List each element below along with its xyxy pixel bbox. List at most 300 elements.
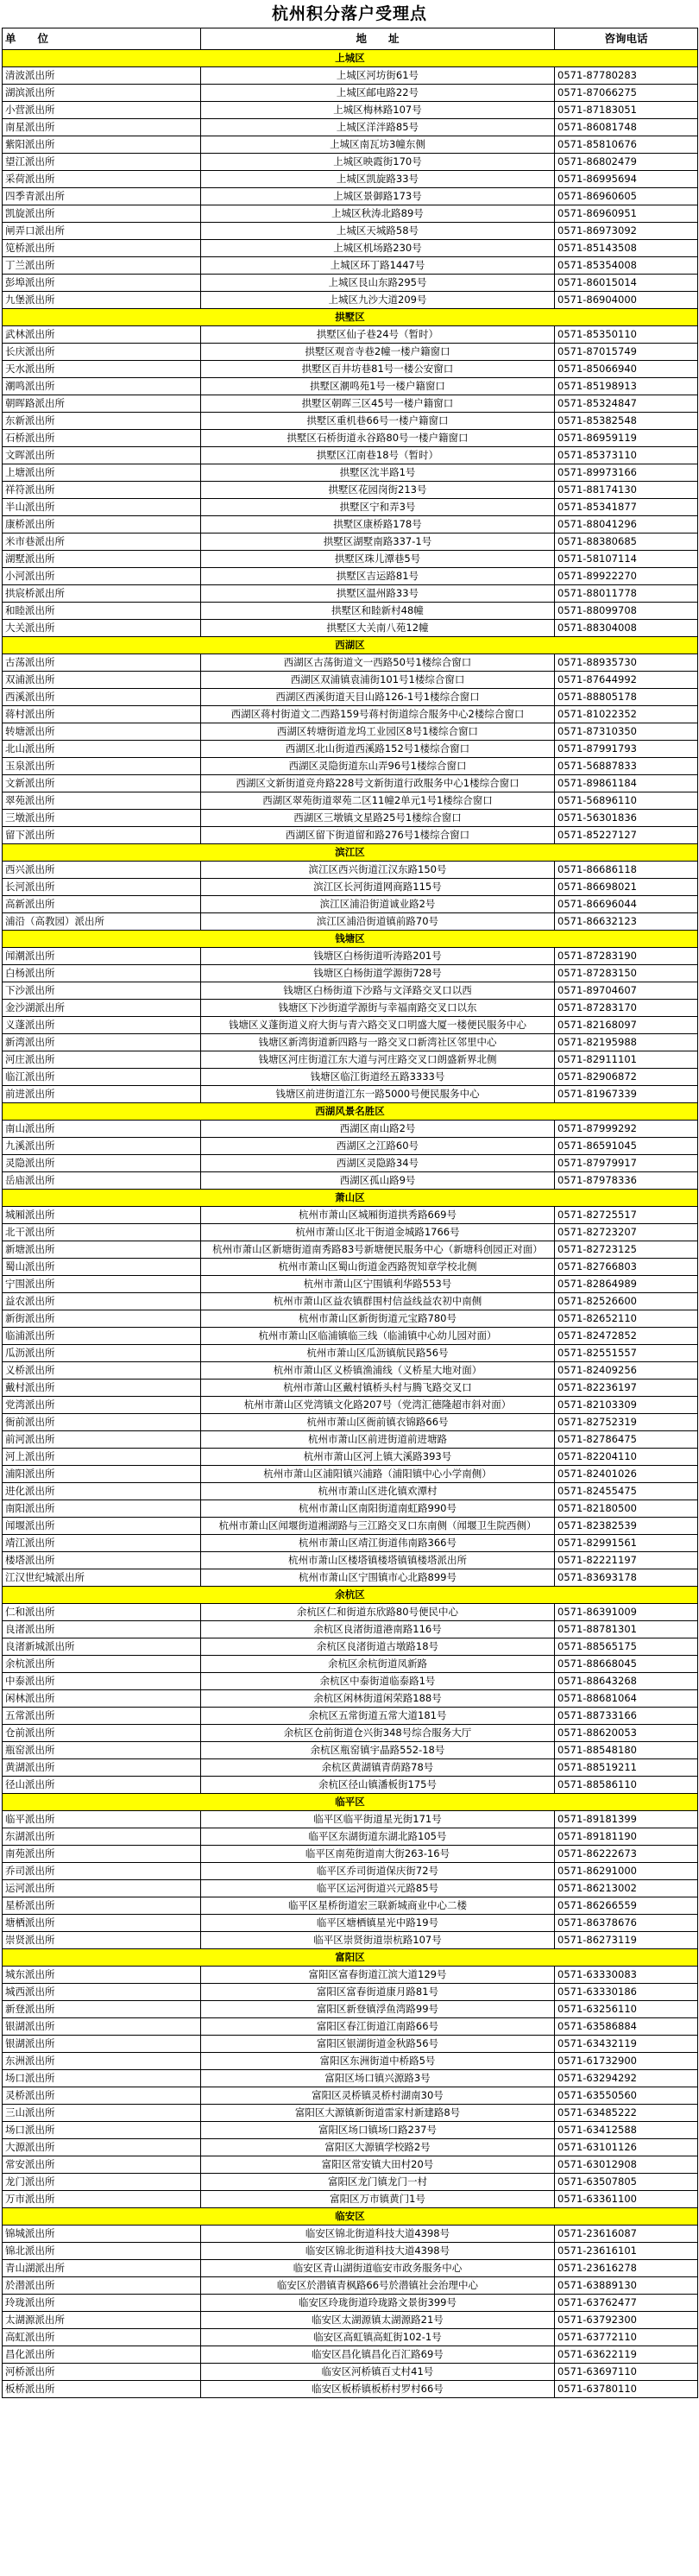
table-row <box>3 1345 698 1362</box>
station-address: 富阳区东洲街道中桥路5号 <box>201 2053 555 2070</box>
station-name: 新登派出所 <box>3 2001 201 2018</box>
station-address: 余杭区仓前街道仓兴街348号综合服务大厅 <box>201 1725 555 1742</box>
station-address: 上城区河坊街61号 <box>201 67 555 85</box>
station-address: 杭州市萧山区蜀山街道金西路贺知章学校北侧 <box>201 1259 555 1276</box>
table-row <box>3 2364 698 2381</box>
table-row <box>3 1259 698 1276</box>
station-address: 临安区高虹镇高虹街102-1号 <box>201 2329 555 2346</box>
station-phone: 0571-86686118 <box>555 862 698 879</box>
table-row <box>3 2036 698 2053</box>
table-row <box>3 620 698 637</box>
station-name: 戴村派出所 <box>3 1380 201 1397</box>
station-name: 良渚派出所 <box>3 1621 201 1638</box>
station-address: 钱塘区白杨街道学源街728号 <box>201 965 555 982</box>
station-phone: 0571-82221197 <box>555 1552 698 1569</box>
station-address: 拱墅区朝晖三区45号一楼户籍窗口 <box>201 395 555 413</box>
station-name: 锦北派出所 <box>3 2243 201 2260</box>
station-address: 拱墅区仙子巷24号（暂时） <box>201 326 555 344</box>
table-row <box>3 499 698 516</box>
station-name: 新湾派出所 <box>3 1034 201 1051</box>
station-address: 上城区映霞街170号 <box>201 154 555 171</box>
station-name: 石桥派出所 <box>3 430 201 447</box>
table-row <box>3 1172 698 1190</box>
district-name: 余杭区 <box>3 1587 698 1604</box>
station-phone: 0571-85382548 <box>555 413 698 430</box>
station-name: 运河派出所 <box>3 1880 201 1897</box>
header-address: 地 址 <box>201 28 555 50</box>
table-row <box>3 1362 698 1380</box>
station-phone: 0571-82195988 <box>555 1034 698 1051</box>
station-address: 临安区河桥镇百丈村41号 <box>201 2364 555 2381</box>
station-phone: 0571-89181190 <box>555 1828 698 1846</box>
station-name: 五常派出所 <box>3 1708 201 1725</box>
station-phone: 0571-82906872 <box>555 1069 698 1086</box>
station-phone: 0571-88565175 <box>555 1638 698 1656</box>
station-address: 临安区青山湖街道临安市政务服务中心 <box>201 2260 555 2277</box>
table-row <box>3 1310 698 1328</box>
station-name: 南山派出所 <box>3 1121 201 1138</box>
station-phone: 0571-85341877 <box>555 499 698 516</box>
district-row <box>3 1949 698 1967</box>
table-row <box>3 2122 698 2139</box>
table-body <box>3 50 698 2398</box>
table-row <box>3 1638 698 1656</box>
table-row <box>3 1138 698 1155</box>
station-address: 西湖区孤山路9号 <box>201 1172 555 1190</box>
table-row <box>3 516 698 534</box>
station-phone: 0571-23616087 <box>555 2226 698 2243</box>
station-name: 余杭派出所 <box>3 1656 201 1673</box>
station-phone: 0571-89861184 <box>555 775 698 792</box>
station-phone: 0571-86291000 <box>555 1863 698 1880</box>
station-name: 良渚新城派出所 <box>3 1638 201 1656</box>
table-row <box>3 2191 698 2208</box>
table-row <box>3 2346 698 2364</box>
station-address: 滨江区西兴街道江汉东路150号 <box>201 862 555 879</box>
station-address: 余杭区余杭街道凤新路 <box>201 1656 555 1673</box>
station-name: 凯旋派出所 <box>3 205 201 223</box>
station-phone: 0571-83693178 <box>555 1569 698 1587</box>
station-name: 清波派出所 <box>3 67 201 85</box>
station-address: 杭州市萧山区党湾镇文化路207号（党湾汇德隆超市斜对面） <box>201 1397 555 1414</box>
station-address: 杭州市萧山区南阳街道南虹路990号 <box>201 1500 555 1518</box>
station-address: 富阳区万市镇黄门1号 <box>201 2191 555 2208</box>
station-phone: 0571-85227127 <box>555 827 698 844</box>
station-name: 潮鸣派出所 <box>3 378 201 395</box>
station-address: 钱塘区前进街道江东一路5000号便民服务中心 <box>201 1086 555 1103</box>
station-name: 高虹派出所 <box>3 2329 201 2346</box>
station-name: 上塘派出所 <box>3 464 201 482</box>
station-name: 义桥派出所 <box>3 1362 201 1380</box>
station-address: 拱墅区温州路33号 <box>201 585 555 603</box>
station-name: 北山派出所 <box>3 741 201 758</box>
station-phone: 0571-82752319 <box>555 1414 698 1431</box>
station-phone: 0571-87978336 <box>555 1172 698 1190</box>
station-address: 杭州市萧山区戴村镇桥头村与腾飞路交叉口 <box>201 1380 555 1397</box>
station-name: 临江派出所 <box>3 1069 201 1086</box>
station-name: 九堡派出所 <box>3 292 201 309</box>
station-address: 西湖区灵隐街道东山弄96号1楼综合窗口 <box>201 758 555 775</box>
table-row <box>3 223 698 240</box>
station-address: 拱墅区观音寺巷2幢一楼户籍窗口 <box>201 344 555 361</box>
station-name: 楼塔派出所 <box>3 1552 201 1569</box>
district-row <box>3 931 698 948</box>
station-address: 拱墅区和睦新村48幢 <box>201 603 555 620</box>
station-name: 采荷派出所 <box>3 171 201 188</box>
station-name: 星桥派出所 <box>3 1897 201 1915</box>
table-row <box>3 2070 698 2087</box>
station-address: 拱墅区沈半路1号 <box>201 464 555 482</box>
station-name: 南阳派出所 <box>3 1500 201 1518</box>
table-row <box>3 1207 698 1224</box>
table-row <box>3 1725 698 1742</box>
station-phone: 0571-88805178 <box>555 689 698 706</box>
station-name: 新塘派出所 <box>3 1241 201 1259</box>
station-name: 拱宸桥派出所 <box>3 585 201 603</box>
station-name: 灵隐派出所 <box>3 1155 201 1172</box>
station-address: 杭州市萧山区益农镇群围村信益线益农初中南侧 <box>201 1293 555 1310</box>
table-row <box>3 2139 698 2156</box>
table-row <box>3 551 698 568</box>
station-address: 临平区塘栖镇星光中路19号 <box>201 1915 555 1932</box>
station-address: 西湖区三墩镇文星路25号1楼综合窗口 <box>201 810 555 827</box>
station-address: 杭州市萧山区进化镇欢潭村 <box>201 1483 555 1500</box>
station-address: 西湖区灵隐路34号 <box>201 1155 555 1172</box>
station-phone: 0571-82723125 <box>555 1241 698 1259</box>
station-address: 临安区太湖源镇太湖源路21号 <box>201 2312 555 2329</box>
station-address: 富阳区新登镇浮鱼湾路99号 <box>201 2001 555 2018</box>
station-phone: 0571-82723207 <box>555 1224 698 1241</box>
station-address: 富阳区龙门镇龙门一村 <box>201 2174 555 2191</box>
station-address: 拱墅区花园岗街213号 <box>201 482 555 499</box>
station-address: 上城区南瓦坊3幢东侧 <box>201 136 555 154</box>
station-name: 宁围派出所 <box>3 1276 201 1293</box>
table-row <box>3 85 698 102</box>
station-phone: 0571-88011778 <box>555 585 698 603</box>
table-row <box>3 2226 698 2243</box>
station-name: 义蓬派出所 <box>3 1017 201 1034</box>
table-row <box>3 1328 698 1345</box>
table-row <box>3 1518 698 1535</box>
table-row <box>3 430 698 447</box>
station-phone: 0571-88041296 <box>555 516 698 534</box>
station-name: 翠苑派出所 <box>3 792 201 810</box>
station-phone: 0571-88099708 <box>555 603 698 620</box>
district-row <box>3 637 698 654</box>
station-name: 玲珑派出所 <box>3 2295 201 2312</box>
table-row <box>3 1051 698 1069</box>
station-phone: 0571-63294292 <box>555 2070 698 2087</box>
station-name: 东新派出所 <box>3 413 201 430</box>
table-row <box>3 879 698 896</box>
station-address: 上城区秋涛北路89号 <box>201 205 555 223</box>
table-row <box>3 447 698 464</box>
table-row <box>3 292 698 309</box>
station-name: 白杨派出所 <box>3 965 201 982</box>
station-name: 闻堰派出所 <box>3 1518 201 1535</box>
station-phone: 0571-82401026 <box>555 1466 698 1483</box>
station-name: 径山派出所 <box>3 1777 201 1794</box>
station-phone: 0571-82551557 <box>555 1345 698 1362</box>
table-row <box>3 810 698 827</box>
station-name: 湖墅派出所 <box>3 551 201 568</box>
table-row <box>3 188 698 205</box>
station-name: 和睦派出所 <box>3 603 201 620</box>
station-name: 黄湖派出所 <box>3 1759 201 1777</box>
table-row <box>3 982 698 1000</box>
station-name: 南苑派出所 <box>3 1846 201 1863</box>
table-row <box>3 2087 698 2105</box>
station-phone: 0571-23616101 <box>555 2243 698 2260</box>
station-address: 余杭区径山镇潘板街175号 <box>201 1777 555 1794</box>
station-phone: 0571-63361100 <box>555 2191 698 2208</box>
station-name: 湖滨派出所 <box>3 85 201 102</box>
station-address: 钱塘区河庄街道江东大道与河庄路交叉口朗盛新界北侧 <box>201 1051 555 1069</box>
station-phone: 0571-86698021 <box>555 879 698 896</box>
station-address: 钱塘区临江街道经五路3333号 <box>201 1069 555 1086</box>
table-row <box>3 758 698 775</box>
table-row <box>3 672 698 689</box>
table-row <box>3 1742 698 1759</box>
station-address: 富阳区富春街道康月路81号 <box>201 1984 555 2001</box>
station-phone: 0571-86391009 <box>555 1604 698 1621</box>
station-phone: 0571-88519211 <box>555 1759 698 1777</box>
station-name: 银湖派出所 <box>3 2036 201 2053</box>
table-row <box>3 1880 698 1897</box>
district-row <box>3 50 698 67</box>
station-address: 拱墅区重机巷66号一楼户籍窗口 <box>201 413 555 430</box>
station-name: 河庄派出所 <box>3 1051 201 1069</box>
table-row <box>3 275 698 292</box>
station-name: 东洲派出所 <box>3 2053 201 2070</box>
station-name: 大源派出所 <box>3 2139 201 2156</box>
station-phone: 0571-63485222 <box>555 2105 698 2122</box>
station-address: 上城区艮山东路295号 <box>201 275 555 292</box>
station-name: 临浦派出所 <box>3 1328 201 1345</box>
table-row <box>3 1069 698 1086</box>
table-row <box>3 119 698 136</box>
station-phone: 0571-87283150 <box>555 965 698 982</box>
table-row <box>3 361 698 378</box>
station-address: 拱墅区石桥街道永谷路80号一楼户籍窗口 <box>201 430 555 447</box>
district-name: 临安区 <box>3 2208 698 2226</box>
station-name: 西兴派出所 <box>3 862 201 879</box>
station-address: 富阳区春江街道江南路66号 <box>201 2018 555 2036</box>
station-address: 拱墅区湖墅南路337-1号 <box>201 534 555 551</box>
station-phone: 0571-85810676 <box>555 136 698 154</box>
station-phone: 0571-63772110 <box>555 2329 698 2346</box>
table-row <box>3 689 698 706</box>
station-name: 万市派出所 <box>3 2191 201 2208</box>
station-phone: 0571-87183051 <box>555 102 698 119</box>
station-address: 余杭区瓶窑镇宇晶路552-18号 <box>201 1742 555 1759</box>
station-address: 临安区玲珑街道玲珑路文景街399号 <box>201 2295 555 2312</box>
station-name: 小营派出所 <box>3 102 201 119</box>
station-phone: 0571-86273119 <box>555 1932 698 1949</box>
station-name: 大关派出所 <box>3 620 201 637</box>
station-address: 杭州市萧山区靖江街道伟南路366号 <box>201 1535 555 1552</box>
station-address: 杭州市萧山区衙前镇衣锦路66号 <box>201 1414 555 1431</box>
station-name: 蒋村派出所 <box>3 706 201 723</box>
station-address: 拱墅区百井坊巷81号一楼公安窗口 <box>201 361 555 378</box>
station-address: 拱墅区康桥路178号 <box>201 516 555 534</box>
table-row <box>3 1241 698 1259</box>
station-address: 余杭区仁和街道东欣路80号便民中心 <box>201 1604 555 1621</box>
station-address: 西湖区南山路2号 <box>201 1121 555 1138</box>
table-row <box>3 1811 698 1828</box>
table-row <box>3 1397 698 1414</box>
station-phone: 0571-82991561 <box>555 1535 698 1552</box>
station-address: 杭州市萧山区宁围镇市心北路899号 <box>201 1569 555 1587</box>
station-phone: 0571-63507805 <box>555 2174 698 2191</box>
table-row <box>3 1500 698 1518</box>
table-row <box>3 171 698 188</box>
table-row <box>3 654 698 672</box>
station-name: 瓜沥派出所 <box>3 1345 201 1362</box>
station-address: 临平区运河街道兴元路85号 <box>201 1880 555 1897</box>
district-row <box>3 1190 698 1207</box>
station-name: 转塘派出所 <box>3 723 201 741</box>
header-phone: 咨询电话 <box>555 28 698 50</box>
station-name: 龙门派出所 <box>3 2174 201 2191</box>
table-row <box>3 2260 698 2277</box>
station-address: 余杭区良渚街道古墩路18号 <box>201 1638 555 1656</box>
station-phone: 0571-88304008 <box>555 620 698 637</box>
table-row <box>3 1466 698 1483</box>
table-row <box>3 706 698 723</box>
station-name: 高新派出所 <box>3 896 201 913</box>
station-name: 武林派出所 <box>3 326 201 344</box>
table-row <box>3 67 698 85</box>
station-phone: 0571-85354008 <box>555 257 698 275</box>
station-name: 於潜派出所 <box>3 2277 201 2295</box>
table-row <box>3 1708 698 1725</box>
station-address: 临平区南苑街道南大街263-16号 <box>201 1846 555 1863</box>
registration-sheet <box>2 0 697 2398</box>
station-phone: 0571-23616278 <box>555 2260 698 2277</box>
station-name: 靖江派出所 <box>3 1535 201 1552</box>
station-phone: 0571-82472852 <box>555 1328 698 1345</box>
table-row <box>3 534 698 551</box>
station-address: 临安区板桥镇板桥村罗村66号 <box>201 2381 555 2398</box>
station-phone: 0571-82382539 <box>555 1518 698 1535</box>
station-phone: 0571-63550560 <box>555 2087 698 2105</box>
station-name: 河桥派出所 <box>3 2364 201 2381</box>
station-name: 南星派出所 <box>3 119 201 136</box>
station-phone: 0571-88620053 <box>555 1725 698 1742</box>
station-phone: 0571-88643268 <box>555 1673 698 1690</box>
station-phone: 0571-88681064 <box>555 1690 698 1708</box>
table-row <box>3 482 698 499</box>
table-row <box>3 1449 698 1466</box>
station-address: 余杭区五常街道五常大道181号 <box>201 1708 555 1725</box>
table-row <box>3 240 698 257</box>
district-name: 临平区 <box>3 1794 698 1811</box>
station-name: 闻潮派出所 <box>3 948 201 965</box>
station-phone: 0571-63101126 <box>555 2139 698 2156</box>
district-name: 滨江区 <box>3 844 698 862</box>
station-address: 杭州市萧山区新塘街道南秀路83号新塘便民服务中心（新塘科创园正对面） <box>201 1241 555 1259</box>
table-row <box>3 395 698 413</box>
station-name: 三山派出所 <box>3 2105 201 2122</box>
station-phone: 0571-88380685 <box>555 534 698 551</box>
station-address: 杭州市萧山区浦阳镇兴浦路（浦阳镇中心小学南侧） <box>201 1466 555 1483</box>
table-row <box>3 2277 698 2295</box>
station-address: 杭州市萧山区宁围镇利华路553号 <box>201 1276 555 1293</box>
station-name: 中泰派出所 <box>3 1673 201 1690</box>
station-address: 滨江区浦沿街道诚业路2号 <box>201 896 555 913</box>
table-row <box>3 827 698 844</box>
station-address: 西湖区西溪街道天目山路126-1号1楼综合窗口 <box>201 689 555 706</box>
station-address: 拱墅区吉运路81号 <box>201 568 555 585</box>
header-unit: 单 位 <box>3 28 201 50</box>
station-address: 上城区天城路58号 <box>201 223 555 240</box>
table-header-row <box>3 28 698 50</box>
station-name: 江汉世纪城派出所 <box>3 1569 201 1587</box>
station-phone: 0571-63780110 <box>555 2381 698 2398</box>
station-address: 上城区凯旋路33号 <box>201 171 555 188</box>
station-phone: 0571-89922270 <box>555 568 698 585</box>
station-phone: 0571-63792300 <box>555 2312 698 2329</box>
station-name: 青山湖派出所 <box>3 2260 201 2277</box>
station-phone: 0571-86081748 <box>555 119 698 136</box>
station-name: 天水派出所 <box>3 361 201 378</box>
station-address: 杭州市萧山区闻堰街道湘湖路与三江路交叉口东南侧（闻堰卫生院西侧） <box>201 1518 555 1535</box>
station-name: 崇贤派出所 <box>3 1932 201 1949</box>
station-address: 拱墅区潮鸣苑1号一楼户籍窗口 <box>201 378 555 395</box>
station-phone: 0571-86802479 <box>555 154 698 171</box>
station-phone: 0571-82168097 <box>555 1017 698 1034</box>
station-phone: 0571-86973092 <box>555 223 698 240</box>
station-phone: 0571-88668045 <box>555 1656 698 1673</box>
district-name: 拱墅区 <box>3 309 698 326</box>
district-name: 西湖区 <box>3 637 698 654</box>
table-row <box>3 1155 698 1172</box>
station-address: 拱墅区宁和弄3号 <box>201 499 555 516</box>
table-row <box>3 257 698 275</box>
station-address: 上城区环丁路1447号 <box>201 257 555 275</box>
table-row <box>3 1034 698 1051</box>
table-row <box>3 862 698 879</box>
station-address: 杭州市萧山区瓜沥镇航民路56号 <box>201 1345 555 1362</box>
station-name: 玉泉派出所 <box>3 758 201 775</box>
table-row <box>3 603 698 620</box>
station-phone: 0571-86959119 <box>555 430 698 447</box>
station-address: 余杭区闲林街道闲荣路188号 <box>201 1690 555 1708</box>
station-phone: 0571-86960605 <box>555 188 698 205</box>
station-name: 蜀山派出所 <box>3 1259 201 1276</box>
station-name: 浦沿（高教园）派出所 <box>3 913 201 931</box>
station-address: 西湖区文新街道竞舟路228号文新街道行政服务中心1楼综合窗口 <box>201 775 555 792</box>
station-name: 长河派出所 <box>3 879 201 896</box>
station-name: 下沙派出所 <box>3 982 201 1000</box>
table-row <box>3 1656 698 1673</box>
table-row <box>3 1000 698 1017</box>
station-table <box>2 28 698 2398</box>
station-address: 钱塘区义蓬街道义府大街与青六路交叉口明盛大厦一楼便民服务中心 <box>201 1017 555 1034</box>
station-address: 杭州市萧山区临浦镇临三线（临浦镇中心幼儿园对面） <box>201 1328 555 1345</box>
district-name: 钱塘区 <box>3 931 698 948</box>
station-name: 西溪派出所 <box>3 689 201 706</box>
table-row <box>3 1293 698 1310</box>
station-name: 康桥派出所 <box>3 516 201 534</box>
station-phone: 0571-88733166 <box>555 1708 698 1725</box>
station-phone: 0571-82236197 <box>555 1380 698 1397</box>
table-row <box>3 1431 698 1449</box>
table-row <box>3 326 698 344</box>
station-address: 临安区锦北街道科技大道4398号 <box>201 2226 555 2243</box>
station-name: 益农派出所 <box>3 1293 201 1310</box>
